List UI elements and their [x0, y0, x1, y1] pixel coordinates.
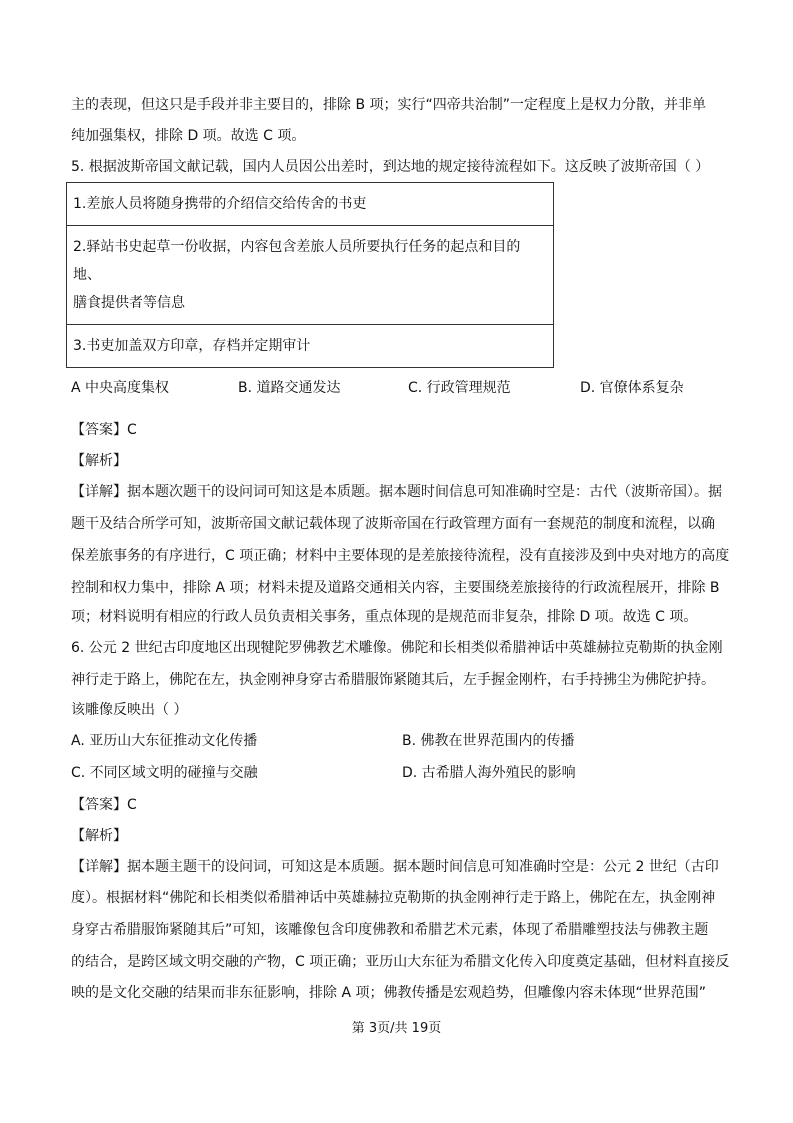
- question-6-stem: 该雕像反映出（ ）: [71, 702, 188, 718]
- q6-option-a: A. 亚历山大东征推动文化传播: [71, 733, 258, 749]
- q6-detail-line: 映的是文化交融的结果而非东征影响，排除 A 项；佛教传播是宏观趋势，但雕像内容未体现“世界范围”: [71, 985, 706, 1001]
- q6-option-c: C. 不同区域文明的碰撞与交融: [71, 765, 258, 781]
- table-cell-line: 2.驿站书史起草一份收据，内容包含差旅人员所要执行任务的起点和目的地、: [73, 239, 521, 283]
- question-5-stem: 5. 根据波斯帝国文献记载，国内人员因公出差时，到达地的规定接待流程如下。这反映了波斯帝国（ ）: [71, 159, 710, 175]
- table-cell: 1.差旅人员将随身携带的介绍信交给传舍的书吏: [67, 183, 554, 226]
- q5-detail-line: 题干及结合所学可知，波斯帝国文献记载体现了波斯帝国在行政管理方面有一套规范的制度和流程，以确: [71, 516, 715, 532]
- question-6-stem: 神行走于路上，佛陀在左，执金刚神身穿古希腊服饰紧随其后，左手握金刚杵，右手持拂尘为佛陀护持。: [71, 672, 715, 688]
- q6-option-d: D. 古希腊人海外殖民的影响: [402, 765, 576, 781]
- q6-detail-line: 身穿古希腊服饰紧随其后”可知，该雕像包含印度佛教和希腊艺术元素，体现了希腊雕塑技法与佛教主题: [71, 922, 709, 938]
- table-cell: 3.书吏加盖双方印章，存档并定期审计: [67, 325, 554, 368]
- q6-detail-line: 度）。根据材料“佛陀和长相类似希腊神话中英雄赫拉克勒斯的执金刚神行走于路上，佛陀在左，执金刚神: [71, 890, 716, 906]
- q5-option-c: C. 行政管理规范: [408, 380, 511, 396]
- q5-option-b: B. 道路交通发达: [238, 380, 341, 396]
- reception-process-table: [66, 182, 554, 368]
- page-footer: 第 3页/共 19页: [351, 1021, 442, 1036]
- question-6-stem: 6. 公元 2 世纪古印度地区出现犍陀罗佛教艺术雕像。佛陀和长相类似希腊神话中英雄赫拉克勒斯的执金刚: [71, 640, 723, 656]
- q6-detail-line: 的结合，是跨区域文明交融的产物，C 项正确；亚历山大东征为希腊文化传入印度奠定基础，但材料直接反: [71, 954, 730, 970]
- q5-detail-line: 控制和权力集中，排除 A 项；材料未提及道路交通相关内容，主要围绕差旅接待的行政流程展开，排除 B: [71, 580, 720, 596]
- q5-option-d: D. 官僚体系复杂: [580, 380, 684, 396]
- table-cell: [67, 226, 554, 325]
- table-row: [67, 325, 554, 368]
- q6-detail-line: 【详解】据本题主题干的设问词，可知这是本质题。据本题时间信息可知准确时空是：公元 2 世纪（古印: [71, 859, 719, 875]
- q6-answer: 【答案】C: [71, 797, 137, 813]
- paragraph-line: 纯加强集权，排除 D 项。故选 C 项。: [71, 128, 306, 144]
- q6-analysis-heading: 【解析】: [71, 828, 127, 844]
- table-cell-line: 膳食提供者等信息: [73, 295, 185, 311]
- table-row: [67, 183, 554, 226]
- q5-answer: 【答案】C: [71, 422, 137, 438]
- q5-detail-line: 保差旅事务的有序进行，C 项正确；材料中主要体现的是差旅接待流程，没有直接涉及到中央对地方的高度: [71, 548, 730, 564]
- paragraph-line: 主的表现，但这只是手段并非主要目的，排除 B 项；实行“四帝共治制”一定程度上是权力分散，并非单: [71, 97, 707, 113]
- q6-option-b: B. 佛教在世界范围内的传播: [402, 733, 575, 749]
- q5-analysis-heading: 【解析】: [71, 453, 127, 469]
- table-row: [67, 226, 554, 325]
- q5-detail-line: 【详解】据本题次题干的设问词可知这是本质题。据本题时间信息可知准确时空是：古代（波斯帝国）。据: [71, 484, 722, 500]
- q5-detail-line: 项；材料说明有相应的行政人员负责相关事务，重点体现的是规范而非复杂，排除 D 项。故选 C 项。: [71, 609, 698, 625]
- q5-option-a: A 中央高度集权: [71, 380, 170, 396]
